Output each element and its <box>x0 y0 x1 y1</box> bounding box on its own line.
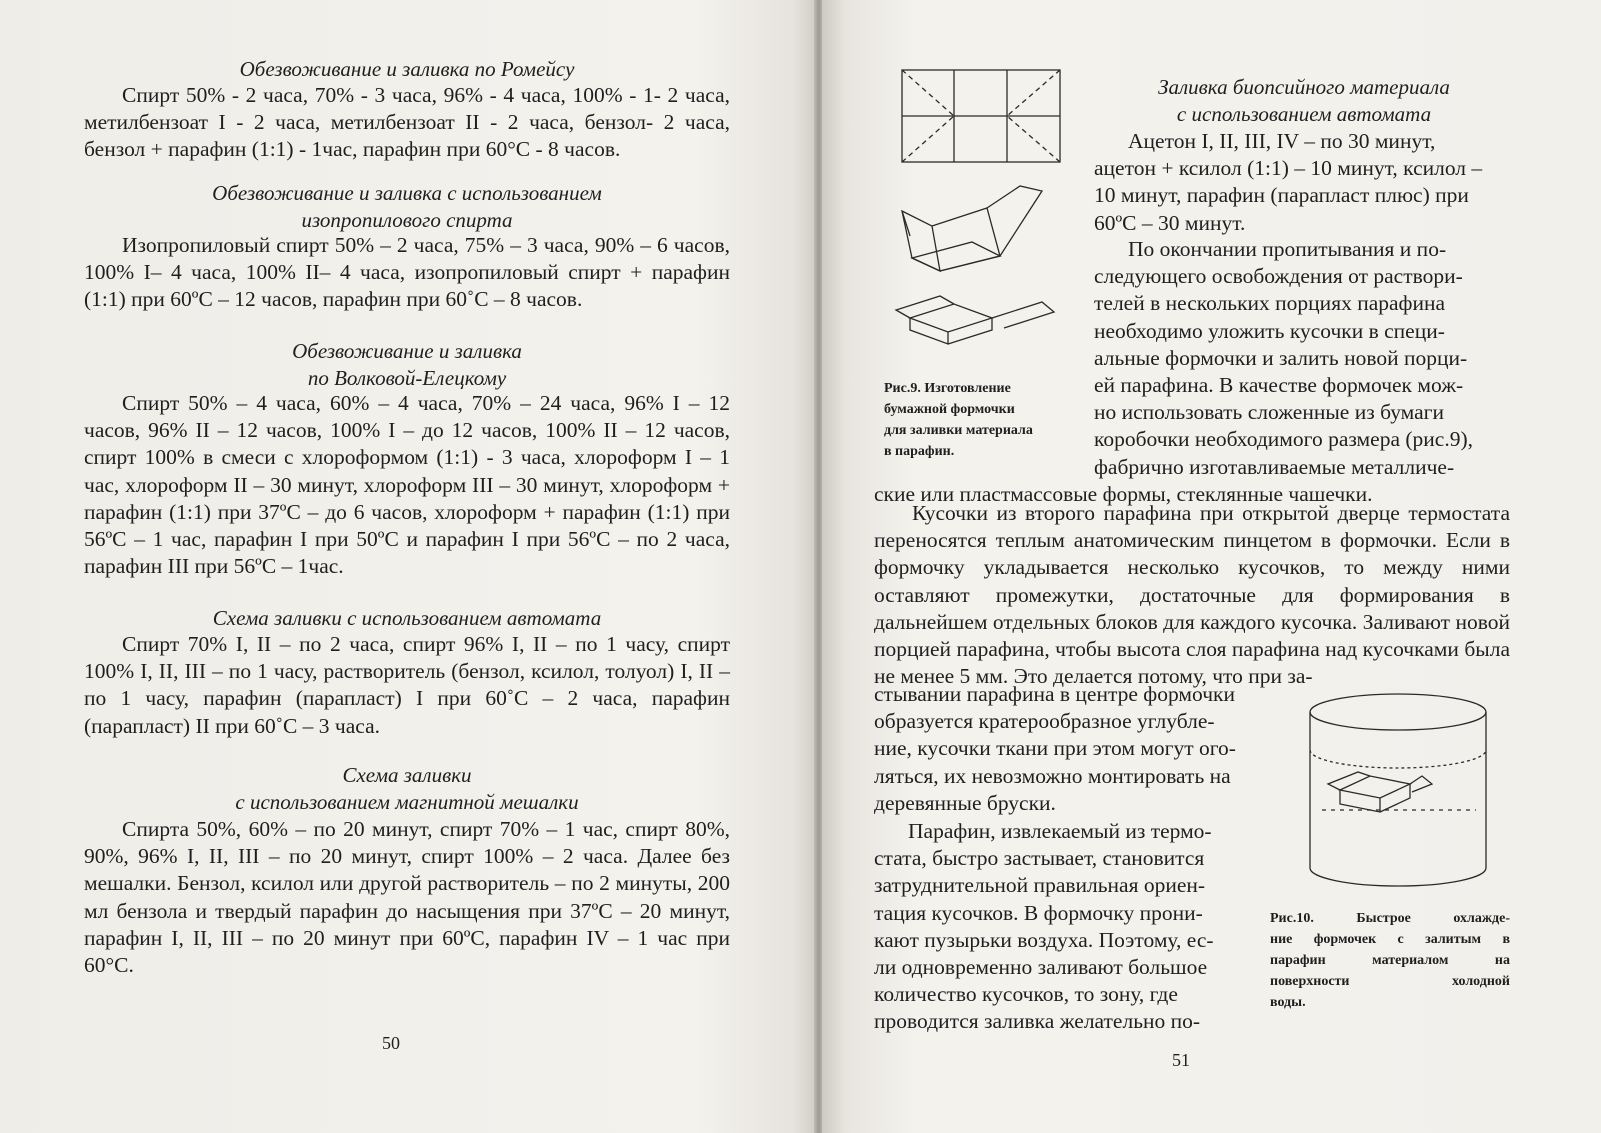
fig9-paper-mold-illustration <box>892 66 1092 366</box>
section-text-biopsy: Ацетон I, II, III, IV – по 30 минут, ацетон + ксилол (1:1) – 10 минут, ксилол – 10 минут, парафин (парапласт плюс) при 60ºС – 30 минут. <box>1094 129 1483 235</box>
section-title-romeis: Обезвоживание и заливка по Ромейсу <box>239 57 575 81</box>
section-text-volkova: Спирт 50% – 4 часа, 60% – 4 часа, 70% – 24 часа, 96% I – 12 часов, 96% II – 12 часов, 100% I – до 12 часов, 100% II – 12 часов, спирт 100% в смеси с хлороформом (1:1) - 3 часа, хлороформ I – 1 час, хлороформ II – 30 минут, хлороформ III – 30 минут, хлороформ + парафин (1:1) при 37ºС – до 6 часов, хлороформ + парафин (1:1) при 56ºС – 1 час, парафин I при 50ºС и парафин I при 56ºС – по 2 часа, парафин III при 56ºС – 1час. <box>84 391 730 579</box>
section-title-isopropyl: Обезвоживание и заливка с использованием изопропилового спирта <box>212 181 602 232</box>
section-title-volkova: Обезвоживание и заливка по Волковой-Елецкому <box>292 339 522 390</box>
section-text-isopropyl: Изопропиловый спирт 50% – 2 часа, 75% – 3 часа, 90% – 6 часов, 100% I– 4 часа, 100% II– 4 часа, изопропиловый спирт + парафин (1:1) при 60ºС – 12 часов, парафин при 60˚С – 8 часов. <box>84 233 730 312</box>
fig9-caption: Рис.9. Изготовление бумажной формочки для заливки материала в парафин. <box>884 381 1033 459</box>
fig10-caption: Рис.10. Быстрое охлажде- ние формочек с залитым в парафин материалом на поверхности холодной воды. <box>1270 911 1510 1010</box>
paragraph-impregnation: По окончании пропитывания и по- следующего освобождения от раствори- телей в нескольких порциях парафина необходимо уложить кусочки в специ- альные формочки и залить новой порци- ей парафина. В качестве формочек мож- но использовать сложенные из бумаги коробочки необходимого размера (рис.9), фабрично изготавливаемые металличе- <box>1094 237 1473 479</box>
fig10-cooling-vessel-illustration <box>1300 688 1510 918</box>
section-text-romeis: Спирт 50% - 2 часа, 70% - 3 часа, 96% - 4 часа, 100% - 1- 2 часа, метилбензоат I - 2 часа, метилбензоат II - 2 часа, бензол- 2 часа, бензол + парафин (1:1) - 1час, парафин при 60°С - 8 часов. <box>84 83 730 162</box>
paragraph-paraffin-removal: Парафин, извлекаемый из термо- стата, быстро застывает, становится затруднительной правильная ориен- тация кусочков. В формочку прони- кают пузырьки воздуха. Поэтому, ес- ли одновременно заливают большое количество кусочков, то зону, где проводится заливка желательно по- <box>874 819 1214 1034</box>
paragraph-forms: ские или пластмассовые формы, стеклянные чашечки. <box>874 482 1373 506</box>
paragraph-crater: стывании парафина в центре формочки образуется кратерообразное углубле- ние, кусочки ткани при этом могут ого- ляться, их невозможно монтировать на деревянные бруски. <box>874 682 1236 815</box>
section-title-biopsy: Заливка биопсийного материала с использованием автомата <box>1158 75 1450 126</box>
right-page <box>822 0 1601 1133</box>
section-title-magnetic: Схема заливки с использованием магнитной мешалки <box>235 763 579 814</box>
page-number-left: 50 <box>382 1033 400 1053</box>
paragraph-pieces: Кусочки из второго парафина при открытой дверце термостата переносятся теплым анатомическим пинцетом в формочки. Если в формочку укладывается несколько кусочков, то между ними оставляют промежутки, достаточные для формирования в дальнейшем отдельных блоков для каждого кусочка. Заливают новой порцией парафина, чтобы высота слоя парафина над кусочками была не менее 5 мм. Это делается потому, что при за- <box>874 501 1510 689</box>
section-text-automat: Спирт 70% I, II – по 2 часа, спирт 96% I, II – по 1 часу, спирт 100% I, II, III – по 1 часу, растворитель (бензол, ксилол, толуол) I, II – по 1 часу, парафин (парапласт) I при 60˚С – 2 часа, парафин (парапласт) II при 60˚С – 3 часа. <box>84 632 730 738</box>
page-number-right: 51 <box>1172 1050 1190 1070</box>
section-title-automat: Схема заливки с использованием автомата <box>212 606 602 630</box>
section-text-magnetic: Спирта 50%, 60% – по 20 минут, спирт 70% – 1 час, спирт 80%, 90%, 96% I, II, III – по 20 минут, спирт 100% – 2 часа. Далее без мешалки. Бензол, ксилол или другой растворитель – по 2 минуты, 200 мл бензола и твердый парафин до насыщения при 37ºС – 20 минут, парафин I, II, III – по 20 минут при 60ºС, парафин IV – 1 час при 60°С. <box>84 817 730 978</box>
